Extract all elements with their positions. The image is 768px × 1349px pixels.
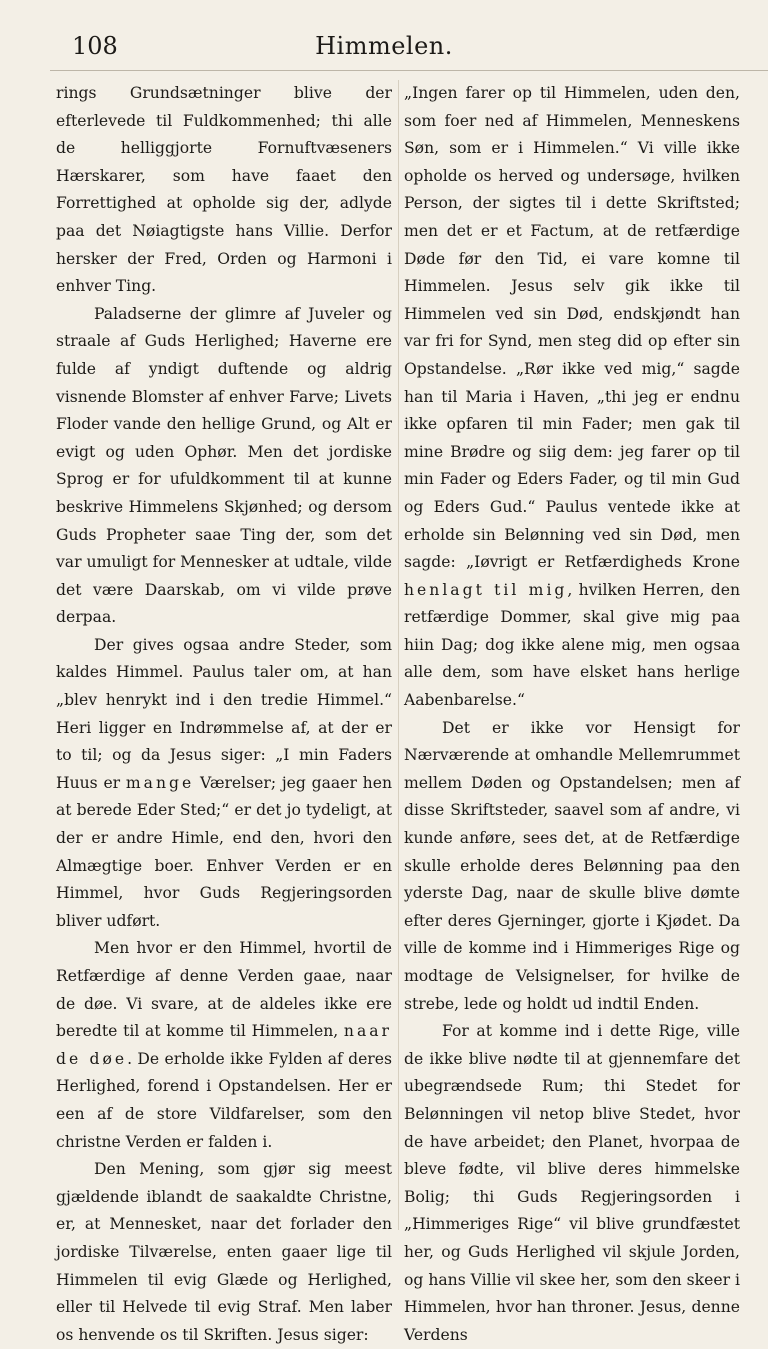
spaced-emphasis: naar de døe: [56, 1022, 392, 1068]
header-rule: [50, 70, 768, 71]
page-header: [0, 30, 768, 66]
page-number: 108: [72, 32, 118, 60]
text-run: Der gives ogsaa andre Steder, som kaldes Himmel. Paulus taler om, at han „blev henrykt ind i den tredie Himmel.“ Heri ligger en Indrømmelse af, at der er to til; og da Jesus siger: „I min Faders Huus er: [56, 635, 392, 792]
text-run: , hvilken Herren, den retfærdige Dommer, skal give mig paa hiin Dag; dog ikke alene mig, men ogsaa alle dem, som have elsket hans herlige Aabenbarelse.“: [404, 580, 740, 710]
column-divider: [398, 80, 399, 1230]
spaced-emphasis: henlagt til mig: [404, 580, 568, 599]
text-run: „Ingen farer op til Himmelen, uden den, som foer ned af Himmelen, Menneskens Søn, som er i Himmelen.“ Vi ville ikke opholde os herved og undersøge, hvilken Person, der sigtes til i dette Skriftsted; men det er et Factum, at de retfærdige Døde før den Tid, ei vare komne til Himmelen. Jesus selv gik ikke til Himmelen ved sin Død, endskjøndt han var fri for Synd, men steg did op efter sin Opstandelse. „Rør ikke ved mig,“ sagde han til Maria i Haven, „thi jeg er endnu ikke opfaren til min Fader; men gak til mine Brødre og siig dem: jeg farer op til min Fader og Eders Fader, og til min Gud og Eders Gud.“ Paulus ventede ikke at erholde sin Belønning ved sin Død, men sagde: „Iøvrigt er Retfærdigheds Krone: [404, 84, 740, 572]
left-column: [56, 80, 392, 1349]
spaced-emphasis: mange: [125, 773, 195, 792]
paragraph: rings Grundsætninger blive der efterlevede til Fuldkommenhed; thi alle de helliggjorte Fornuftvæseners Hærskarer, som have faaet den Forrettighed at opholde sig der, adlyde paa det Nøiagtigste hans Villie. Derfor hersker der Fred, Orden og Harmoni i enhver Ting.: [56, 84, 392, 296]
paragraph: Den Mening, som gjør sig meest gjældende iblandt de saakaldte Christne, er, at Mennesket, naar det forlader den jordiske Tilværelse, enten gaaer lige til Himmelen til evig Glæde og Herlighed, eller til Helvede til evig Straf. Men laber os henvende os til Skriften. Jesus siger:: [56, 1160, 392, 1344]
text-run: Men hvor er den Himmel, hvortil de Retfærdige af denne Verden gaae, naar de døe. Vi svare, at de aldeles ikke ere beredte til at komme til Himmelen,: [56, 939, 392, 1041]
running-head: Himmelen.: [315, 32, 453, 60]
paragraph: For at komme ind i dette Rige, ville de ikke blive nødte til at gjennemfare det ubegrændsede Rum; thi Stedet for Belønningen vil netop blive Stedet, hvor de have arbeidet; den Planet, hvorpaa de bleve fødte, vil blive deres himmelske Bolig; thi Guds Regjeringsorden i „Himmeriges Rige“ vil blive grundfæstet her, og Guds Herlighed vil skjule Jorden, og hans Villie vil skee her, som den skeer i Himmelen, hvor han throner. Jesus, denne Verdens: [404, 1022, 740, 1344]
paragraph: [404, 80, 740, 715]
right-column: [404, 80, 740, 1349]
text-run: . De erholde ikke Fylden af deres Herlighed, forend i Opstandelsen. Her er een af de store Vildfarelser, som den christne Verden er falden i.: [56, 1049, 392, 1151]
paragraph: [56, 935, 392, 1156]
text-run: Værelser; jeg gaaer hen at berede Eder Sted;“ er det jo tydeligt, at der er andre Himle, end den, hvori den Almægtige boer. Enhver Verden er en Himmel, hvor Guds Regjeringsorden bliver udført.: [56, 773, 392, 930]
paragraph: Paladserne der glimre af Juveler og straale af Guds Herlighed; Haverne ere fulde af yndigt duftende og aldrig visnende Blomster af enhver Farve; Livets Floder vande den hellige Grund, og Alt er evigt og uden Ophør. Men det jordiske Sprog er for ufuldkomment til at kunne beskrive Himmelens Skjønhed; og dersom Guds Propheter saae Ting der, som det var umuligt for Mennesker at udtale, vilde det være Daarskab, om vi vilde prøve derpaa.: [56, 304, 392, 627]
paragraph: [56, 632, 392, 936]
paragraph: Det er ikke vor Hensigt for Nærværende at omhandle Mellemrummet mellem Døden og Opstandelsen; men af disse Skriftsteder, saavel som af andre, vi kunde anføre, sees det, at de Retfærdige skulle erholde deres Belønning paa den yderste Dag, naar de skulle blive dømte efter deres Gjerninger, gjorte i Kjødet. Da ville de komme ind i Himmeriges Rige og modtage de Velsignelser, for hvilke de strebe, lede og holdt ud indtil Enden.: [404, 718, 740, 1013]
